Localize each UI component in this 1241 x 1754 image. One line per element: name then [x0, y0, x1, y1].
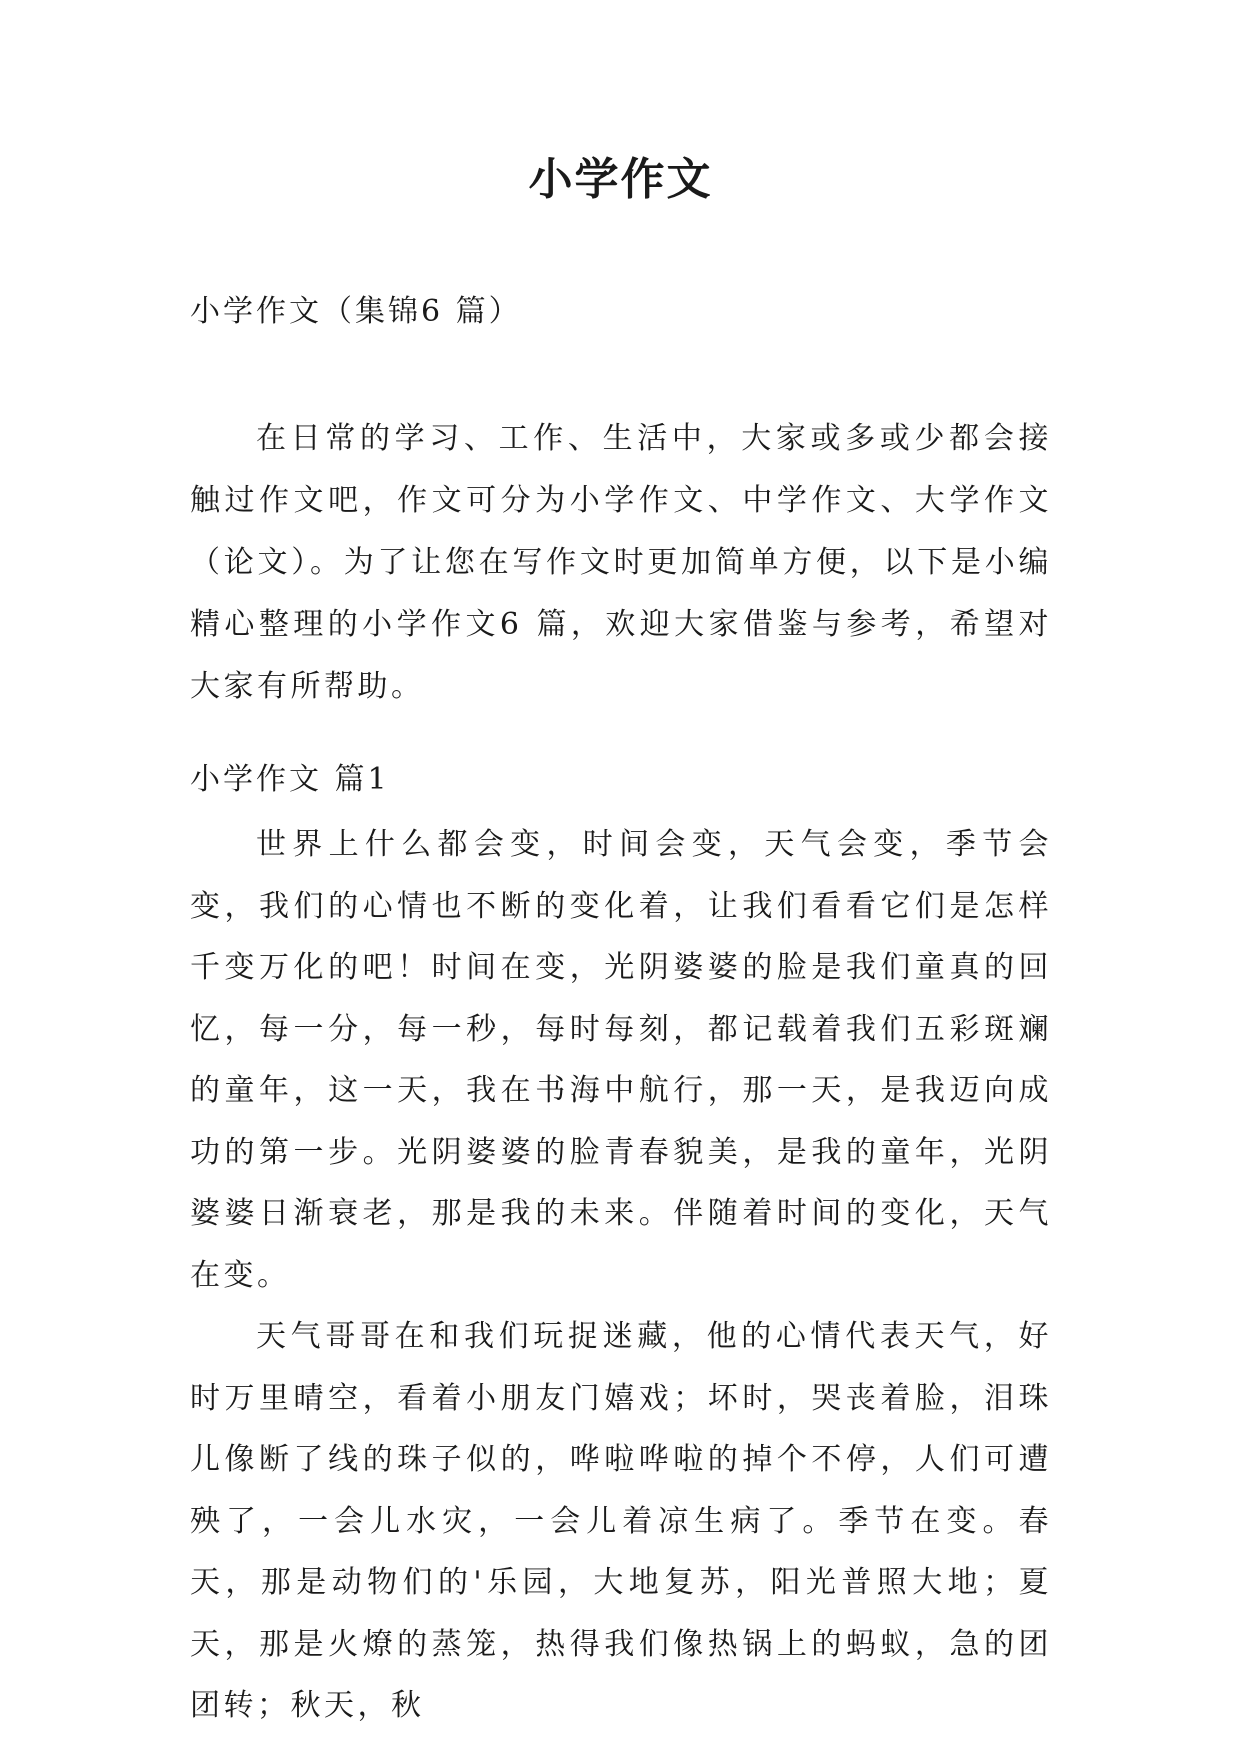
document-title: 小学作文: [528, 154, 713, 205]
intro-paragraph: 在日常的学习、工作、生活中，大家或多或少都会接触过作文吧，作文可分为小学作文、中学作文、大学作文（论文）。为了让您在写作文时更加简单方便，以下是小编精心整理的小学作文6 篇，欢迎大家借鉴与参考，希望对大家有所帮助。: [190, 421, 1052, 704]
document-subtitle: 小学作文（集锦6 篇）: [190, 294, 522, 329]
essay-paragraph: 天气哥哥在和我们玩捉迷藏，他的心情代表天气，好时万里晴空，看着小朋友门嬉戏；坏时，哭丧着脸，泪珠儿像断了线的珠子似的，哗啦哗啦的掉个不停，人们可遭殃了，一会儿水灾，一会儿着凉生病了。季节在变。春天，那是动物们的'乐园，大地复苏，阳光普照大地；夏天，那是火燎的蒸笼，热得我们像热锅上的蚂蚁，急的团团转；秋天，秋: [190, 1319, 1052, 1723]
essay-paragraph: 世界上什么都会变，时间会变，天气会变，季节会变，我们的心情也不断的变化着，让我们看看它们是怎样千变万化的吧！时间在变，光阴婆婆的脸是我们童真的回忆，每一分，每一秒，每时每刻，都记载着我们五彩斑斓的童年，这一天，我在书海中航行，那一天，是我迈向成功的第一步。光阴婆婆的脸青春貌美，是我的童年，光阴婆婆日渐衰老，那是我的未来。伴随着时间的变化，天气在变。: [190, 827, 1052, 1293]
section-heading: 小学作文 篇1: [190, 762, 390, 797]
essay-body: [190, 814, 1052, 1737]
